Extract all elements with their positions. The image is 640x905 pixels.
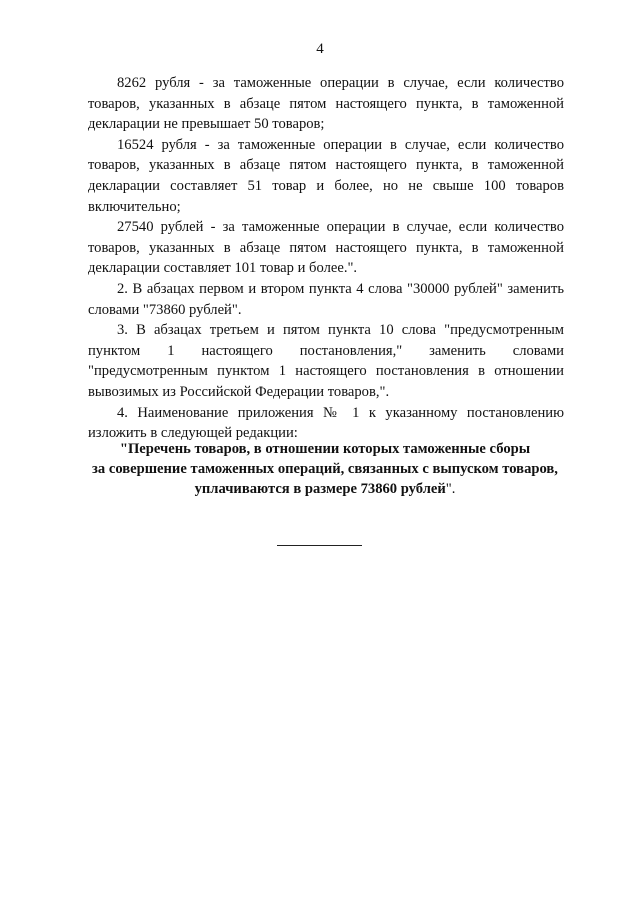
paragraph-item-4: 4. Наименование приложения № 1 к указанному постановлению изложить в следующей редакции: [88, 404, 564, 442]
page-number: 4 [316, 41, 324, 57]
appendix-title [60, 439, 590, 499]
appendix-title-line-1: "Перечень товаров, в отношении которых таможенные сборы [119, 441, 531, 457]
paragraph-item-3: 3. В абзацах третьем и пятом пункта 10 слова "предусмотренным пунктом 1 настоящего постановления," заменить словами "предусмотренным пунктом 1 настоящего постановления в отношении вывозимых из Российской Федерации товаров,". [88, 322, 564, 400]
document-body [88, 73, 564, 444]
paragraph-fee-16524: 16524 рубля - за таможенные операции в случае, если количество товаров, указанных в абзаце пятом настоящего пункта, в таможенной декларации составляет 51 товар и более, но не свыше 100 товаров включительно; [88, 136, 564, 215]
appendix-title-line-2: за совершение таможенных операций, связанных с выпуском товаров, [92, 461, 558, 477]
appendix-title-closing-quote: ". [445, 481, 456, 497]
end-of-text-rule [277, 545, 362, 546]
paragraph-fee-27540: 27540 рублей - за таможенные операции в случае, если количество товаров, указанных в абзаце пятом настоящего пункта, в таможенной декларации составляет 101 товар и более.". [88, 219, 564, 277]
appendix-title-line-3-wrap [60, 479, 590, 499]
paragraph-item-2: 2. В абзацах первом и втором пункта 4 слова "30000 рублей" заменить словами "73860 рублей". [88, 280, 564, 318]
paragraph-fee-8262: 8262 рубля - за таможенные операции в случае, если количество товаров, указанных в абзаце пятом настоящего пункта, в таможенной декларации не превышает 50 товаров; [88, 75, 564, 133]
appendix-title-line-3: уплачиваются в размере 73860 рублей [194, 481, 446, 497]
